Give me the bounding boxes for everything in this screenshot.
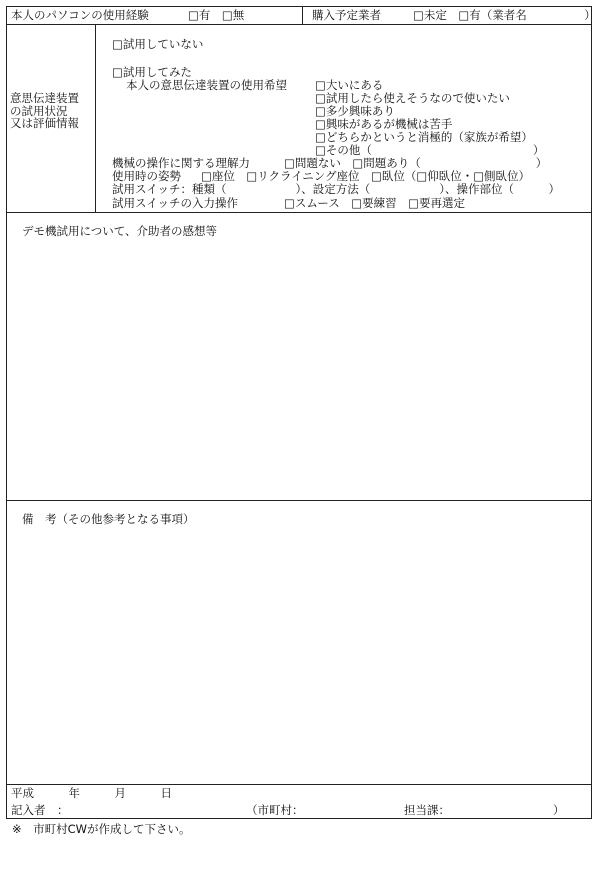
usage-desire-label: 本人の意思伝達装置の使用希望	[126, 78, 287, 92]
understanding-options[interactable]: □問題ない □問題あり（ ）	[284, 156, 548, 170]
pc-experience-label: 本人のパソコンの使用経験	[11, 8, 149, 22]
desire-option[interactable]: □その他（ ）	[315, 143, 545, 157]
outer-right-border	[591, 6, 592, 818]
tried-checkbox[interactable]: □試用してみた	[112, 65, 192, 79]
outer-bottom-border	[6, 818, 592, 819]
desire-option[interactable]: □多少興味あり	[315, 104, 395, 118]
trial-section-bottom	[6, 212, 592, 213]
outer-top-border	[6, 6, 592, 7]
posture-label: 使用時の姿勢	[112, 169, 181, 183]
trial-label-divider	[95, 24, 96, 212]
recorder-line[interactable]: 記入者 ：	[11, 803, 69, 817]
desire-option[interactable]: □大いにある	[315, 78, 384, 92]
vendor-options[interactable]: □未定 □有（業者名 ）	[413, 8, 596, 22]
desire-option[interactable]: □どちらかというと消極的（家族が希望）	[315, 130, 533, 144]
remarks-section-bottom	[6, 784, 592, 785]
date-line[interactable]: 平成 年 月 日	[11, 786, 172, 800]
vendor-label: 購入予定業者	[312, 8, 381, 22]
desire-option[interactable]: □試用したら使えそうなので使いたい	[315, 91, 510, 105]
municipality-field[interactable]: （市町村：	[246, 803, 304, 817]
department-field[interactable]: 担当課：	[404, 803, 450, 817]
outer-left-border	[6, 6, 7, 818]
impressions-section-bottom	[6, 500, 592, 501]
trial-section-label: 意思伝達装置 の試用状況 又は評価情報	[10, 91, 79, 130]
footer-note: ※ 市町村CWが作成して下さい。	[12, 822, 191, 836]
switch-settings-line[interactable]: 試用スイッチ：種類（ ）、設定方法（ ）、操作部位（ ）	[112, 182, 561, 196]
understanding-label: 機械の操作に関する理解力	[112, 156, 250, 170]
remarks-label: 備 考（その他参考となる事項）	[22, 512, 195, 526]
header-column-divider	[302, 6, 303, 24]
not-tried-checkbox[interactable]: □試用していない	[112, 37, 204, 51]
remarks-text-area[interactable]	[8, 532, 590, 782]
desire-option[interactable]: □興味があるが機械は苦手	[315, 117, 453, 131]
pc-experience-options[interactable]: □有 □無	[188, 8, 245, 22]
posture-options[interactable]: □座位 □リクライニング座位 □臥位（□仰臥位・□側臥位）	[201, 169, 531, 183]
impressions-label: デモ機試用について、介助者の感想等	[22, 224, 218, 238]
footer-close-paren: ）	[553, 803, 565, 817]
switch-input-options[interactable]: □スムース □要練習 □要再選定	[284, 196, 465, 210]
impressions-text-area[interactable]	[8, 244, 590, 498]
switch-input-label: 試用スイッチの入力操作	[112, 196, 239, 210]
header-row-divider	[6, 24, 592, 25]
